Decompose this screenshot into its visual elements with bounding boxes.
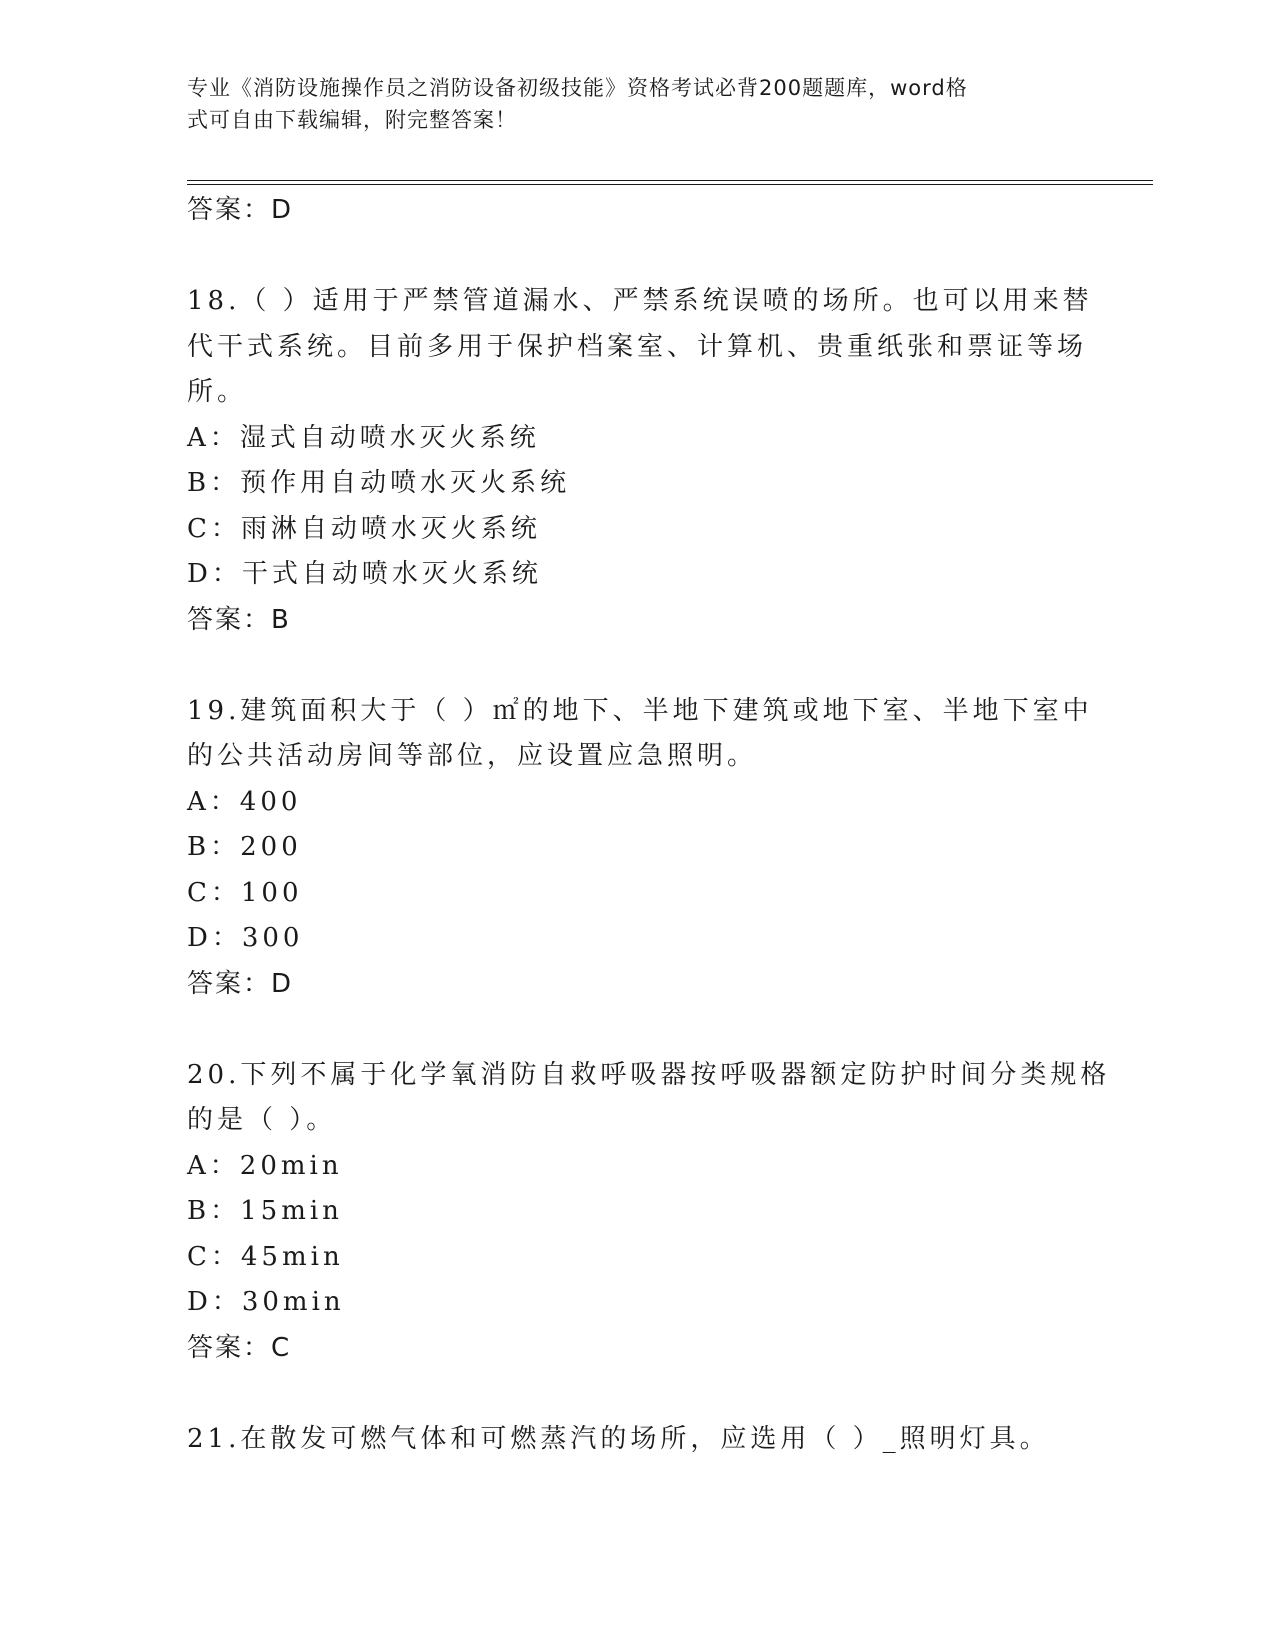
question-text-line: 20.下列不属于化学氧消防自救呼吸器按呼吸器额定防护时间分类规格 [187, 1059, 1111, 1090]
question-text-line: 18.（ ）适用于严禁管道漏水、严禁系统误喷的场所。也可以用来替 [187, 286, 1093, 316]
option-b: B：预作用自动喷水灭火系统 [187, 468, 571, 498]
question-19 [187, 689, 1093, 1008]
question-text-line: 所。 [187, 377, 248, 407]
question-21 [187, 1417, 1087, 1463]
header-line-1: 专业《消防设施操作员之消防设备初级技能》资格考试必背200题题库，word格 [187, 76, 968, 100]
option-a: A：湿式自动喷水灭火系统 [187, 422, 540, 453]
document-header [187, 72, 1067, 136]
option-c: C：雨淋自动喷水灭火系统 [187, 513, 541, 544]
question-text-line: 的公共活动房间等部位，应设置应急照明。 [187, 741, 758, 771]
question-text-line: 19.建筑面积大于（ ）㎡的地下、半地下建筑或地下室、半地下室中 [187, 695, 1093, 726]
option-a: A：400 [187, 786, 302, 817]
option-a: A：20min [187, 1150, 343, 1181]
option-c: C：100 [187, 877, 303, 908]
question-text-line: 21.在散发可燃气体和可燃蒸汽的场所，应选用（ ）_照明灯具。 [187, 1423, 1050, 1454]
option-d: D：30min [187, 1287, 345, 1317]
header-divider-bottom [187, 184, 1153, 185]
answer: 答案：B [187, 604, 291, 635]
question-text-line: 的是（ ）。 [187, 1105, 337, 1135]
header-divider-top [187, 180, 1153, 181]
option-b: B：200 [187, 832, 302, 862]
header-line-2: 式可自由下载编辑，附完整答案！ [187, 108, 517, 132]
previous-answer: 答案：D [187, 195, 294, 225]
option-d: D：300 [187, 923, 304, 953]
question-text-line: 代干式系统。目前多用于保护档案室、计算机、贵重纸张和票证等场 [187, 331, 1088, 362]
question-content [187, 188, 1111, 1462]
option-b: B：15min [187, 1196, 343, 1226]
question-20 [187, 1053, 1111, 1372]
answer: 答案：C [187, 1332, 292, 1363]
question-18 [187, 279, 1093, 643]
answer: 答案：D [187, 968, 294, 999]
option-d: D：干式自动喷水灭火系统 [187, 559, 542, 589]
option-c: C：45min [187, 1241, 344, 1272]
